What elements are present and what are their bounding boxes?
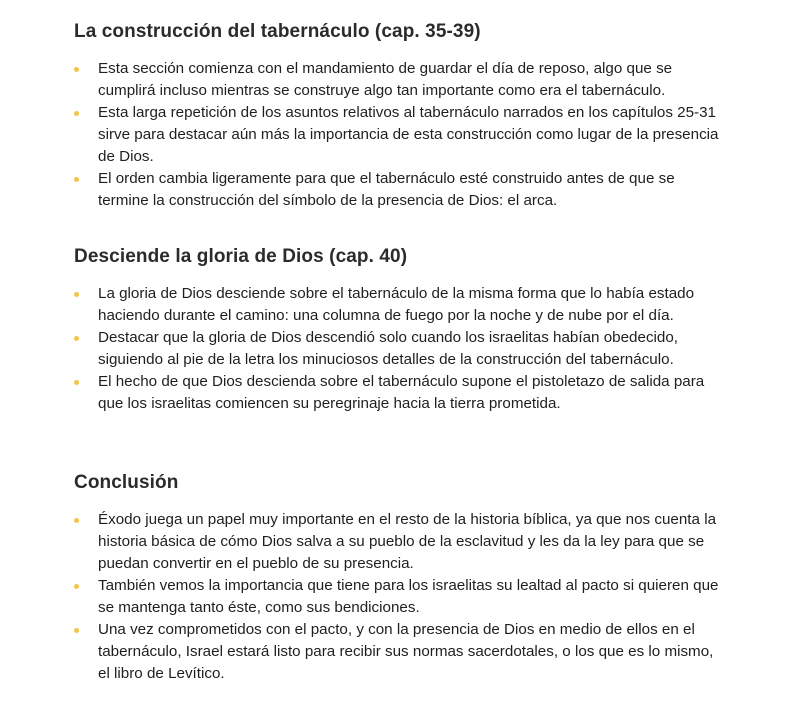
section-conclusion xyxy=(74,471,724,685)
bullet-dot-icon xyxy=(74,628,79,633)
list-item xyxy=(74,283,724,327)
bullet-dot-icon xyxy=(74,518,79,523)
list-item-text: El orden cambia ligeramente para que el tabernáculo esté construido antes de que se termine la construcción del símbolo de la presencia de Dios: el arca. xyxy=(98,170,675,209)
bullet-list xyxy=(74,283,724,415)
list-item-text: Esta sección comienza con el mandamiento de guardar el día de reposo, algo que se cumplirá incluso mientras se construye algo tan importante como era el tabernáculo. xyxy=(98,60,673,99)
list-item-text: Esta larga repetición de los asuntos relativos al tabernáculo narrados en los capítulos 25-31 sirve para destacar aún más la importancia de esta construcción como lugar de la presencia de Dios. xyxy=(98,104,719,165)
bullet-dot-icon xyxy=(74,380,79,385)
section-title: Desciende la gloria de Dios (cap. 40) xyxy=(74,246,408,267)
list-item xyxy=(74,371,724,415)
list-item xyxy=(74,619,724,685)
section-tabernacle-construction xyxy=(74,20,724,212)
bullet-list xyxy=(74,509,724,685)
list-item xyxy=(74,168,724,212)
bullet-dot-icon xyxy=(74,584,79,589)
list-item xyxy=(74,58,724,102)
list-item xyxy=(74,575,724,619)
bullet-dot-icon xyxy=(74,292,79,297)
list-item xyxy=(74,102,724,168)
section-title: La construcción del tabernáculo (cap. 35-39) xyxy=(74,21,481,42)
bullet-list xyxy=(74,58,724,212)
bullet-dot-icon xyxy=(74,67,79,72)
list-item-text: Destacar que la gloria de Dios descendió solo cuando los israelitas habían obedecido, siguiendo al pie de la letra los minuciosos detalles de la construcción del tabernáculo. xyxy=(98,329,679,368)
bullet-dot-icon xyxy=(74,336,79,341)
bullet-dot-icon xyxy=(74,177,79,182)
list-item-text: También vemos la importancia que tiene para los israelitas su lealtad al pacto si quieren que se mantenga tanto éste, como sus bendiciones. xyxy=(98,577,719,616)
list-item-text: Una vez comprometidos con el pacto, y con la presencia de Dios en medio de ellos en el tabernáculo, Israel estará listo para recibir sus normas sacerdotales, o los que es lo mismo, el libro de Levítico. xyxy=(98,621,714,682)
bullet-dot-icon xyxy=(74,111,79,116)
list-item-text: Éxodo juega un papel muy importante en el resto de la historia bíblica, ya que nos cuenta la historia básica de cómo Dios salva a su pueblo de la esclavitud y les da la ley para que se puedan convertir en el pueblo de su presencia. xyxy=(98,511,717,572)
list-item-text: La gloria de Dios desciende sobre el tabernáculo de la misma forma que lo había estado haciendo durante el camino: una columna de fuego por la noche y de nube por el día. xyxy=(98,285,695,324)
section-title: Conclusión xyxy=(74,472,179,493)
list-item xyxy=(74,509,724,575)
list-item-text: El hecho de que Dios descienda sobre el tabernáculo supone el pistoletazo de salida para que los israelitas comiencen su peregrinaje hacia la tierra prometida. xyxy=(98,373,705,412)
list-item xyxy=(74,327,724,371)
section-glory-descends xyxy=(74,245,724,415)
